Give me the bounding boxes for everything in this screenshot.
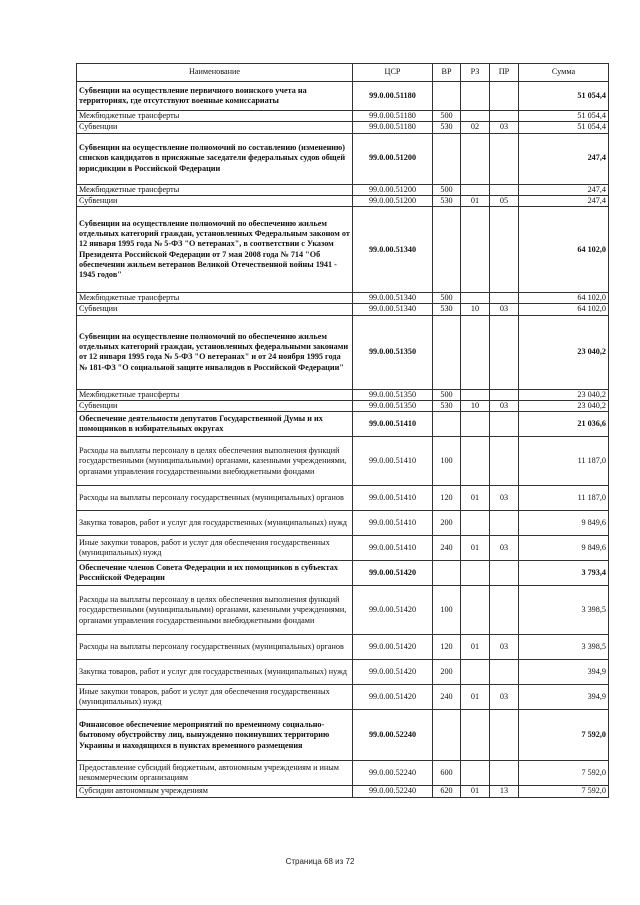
cell-csr: 99.0.00.51420: [353, 635, 433, 660]
cell-sum: 9 849,6: [519, 511, 609, 536]
header-vr: ВР: [433, 64, 461, 82]
cell-name: Иные закупки товаров, работ и услуг для обеспечения государственных (муниципальных) нужд: [77, 536, 353, 561]
cell-pr: [490, 511, 519, 536]
cell-csr: 99.0.00.51340: [353, 304, 433, 315]
cell-sum: 247,4: [519, 184, 609, 195]
cell-name: Межбюджетные трансферты: [77, 389, 353, 400]
cell-pr: [490, 437, 519, 486]
cell-vr: 500: [433, 111, 461, 122]
cell-rz: [461, 412, 490, 437]
table-row: [77, 685, 609, 710]
table-row: [77, 293, 609, 304]
cell-name: Закупка товаров, работ и услуг для государственных (муниципальных) нужд: [77, 660, 353, 685]
cell-rz: [461, 133, 490, 184]
table-row: [77, 761, 609, 786]
cell-csr: 99.0.00.51410: [353, 511, 433, 536]
cell-sum: 11 187,0: [519, 486, 609, 511]
cell-pr: [490, 111, 519, 122]
cell-pr: 03: [490, 304, 519, 315]
cell-csr: 99.0.00.52240: [353, 710, 433, 761]
cell-sum: 7 592,0: [519, 710, 609, 761]
cell-vr: 240: [433, 536, 461, 561]
cell-name: Межбюджетные трансферты: [77, 184, 353, 195]
cell-pr: 03: [490, 401, 519, 412]
cell-rz: 01: [461, 786, 490, 797]
cell-csr: 99.0.00.52240: [353, 761, 433, 786]
header-pr: ПР: [490, 64, 519, 82]
cell-rz: [461, 293, 490, 304]
cell-name: Расходы на выплаты персоналу в целях обеспечения выполнения функций государственными (муниципальными) органами, казенными учреждениями, органами управления государственными внебюджетными фондами: [77, 586, 353, 635]
cell-sum: 23 040,2: [519, 389, 609, 400]
cell-sum: 11 187,0: [519, 437, 609, 486]
cell-name: Субвенции на осуществление полномочий по обеспечению жильем отдельных категорий граждан, установленных федеральными законами от 12 января 1995 года № 5-ФЗ "О ветеранах" и от 24 ноября 1995 года № 181-ФЗ "О социальной защите инвалидов в Российской Федерации": [77, 315, 353, 389]
cell-csr: 99.0.00.51180: [353, 111, 433, 122]
cell-vr: [433, 315, 461, 389]
cell-rz: [461, 660, 490, 685]
table-row: [77, 536, 609, 561]
table-row-section: [77, 315, 609, 389]
header-rz: РЗ: [461, 64, 490, 82]
cell-sum: 3 793,4: [519, 561, 609, 586]
cell-rz: 10: [461, 401, 490, 412]
table-row-section: [77, 561, 609, 586]
cell-rz: 01: [461, 685, 490, 710]
cell-vr: 600: [433, 761, 461, 786]
table-row: [77, 122, 609, 133]
table-body: [77, 82, 609, 798]
cell-pr: 05: [490, 195, 519, 206]
cell-name: Субсидии автономным учреждениям: [77, 786, 353, 797]
cell-csr: 99.0.00.51410: [353, 486, 433, 511]
cell-sum: 23 040,2: [519, 315, 609, 389]
cell-rz: [461, 511, 490, 536]
cell-rz: [461, 710, 490, 761]
cell-csr: 99.0.00.51420: [353, 685, 433, 710]
cell-pr: [490, 586, 519, 635]
cell-csr: 99.0.00.52240: [353, 786, 433, 797]
table-row: [77, 586, 609, 635]
cell-sum: 247,4: [519, 133, 609, 184]
cell-name: Обеспечение членов Совета Федерации и их помощников в субъектах Российской Федерации: [77, 561, 353, 586]
cell-pr: 03: [490, 536, 519, 561]
table-row: [77, 437, 609, 486]
cell-vr: 530: [433, 401, 461, 412]
cell-name: Расходы на выплаты персоналу государственных (муниципальных) органов: [77, 635, 353, 660]
cell-csr: 99.0.00.51200: [353, 184, 433, 195]
cell-rz: 10: [461, 304, 490, 315]
cell-sum: 247,4: [519, 195, 609, 206]
header-csr: ЦСР: [353, 64, 433, 82]
cell-sum: 21 036,6: [519, 412, 609, 437]
cell-csr: 99.0.00.51180: [353, 122, 433, 133]
table-row: [77, 786, 609, 797]
cell-vr: 500: [433, 293, 461, 304]
page-footer: [0, 857, 640, 866]
cell-vr: 530: [433, 304, 461, 315]
cell-vr: 620: [433, 786, 461, 797]
cell-vr: 100: [433, 437, 461, 486]
cell-sum: 394,9: [519, 685, 609, 710]
cell-name: Расходы на выплаты персоналу государственных (муниципальных) органов: [77, 486, 353, 511]
cell-vr: 530: [433, 122, 461, 133]
cell-pr: [490, 315, 519, 389]
cell-name: Субвенции: [77, 122, 353, 133]
table-row: [77, 635, 609, 660]
table-row-section: [77, 710, 609, 761]
cell-pr: [490, 761, 519, 786]
cell-name: Предоставление субсидий бюджетным, автономным учреждениям и иным некоммерческим организациям: [77, 761, 353, 786]
cell-vr: 500: [433, 389, 461, 400]
cell-vr: 240: [433, 685, 461, 710]
cell-name: Субвенции: [77, 401, 353, 412]
cell-name: Субвенции на осуществление полномочий по обеспечению жильем отдельных категорий граждан, установленных Федеральным законом от 12 января 1995 года № 5-ФЗ "О ветеранах", в соответствии с Указом Президента Российской Федерации от 7 мая 2008 года № 714 "Об обеспечении жильем ветеранов Великой Отечественной войны 1941 - 1945 годов": [77, 207, 353, 293]
cell-csr: 99.0.00.51420: [353, 561, 433, 586]
cell-rz: [461, 561, 490, 586]
cell-rz: 01: [461, 635, 490, 660]
cell-csr: 99.0.00.51410: [353, 536, 433, 561]
cell-csr: 99.0.00.51340: [353, 207, 433, 293]
cell-vr: [433, 82, 461, 111]
cell-csr: 99.0.00.51340: [353, 293, 433, 304]
cell-pr: [490, 133, 519, 184]
cell-rz: [461, 315, 490, 389]
cell-rz: 01: [461, 195, 490, 206]
table-row: [77, 389, 609, 400]
cell-pr: [490, 293, 519, 304]
table-row: [77, 195, 609, 206]
cell-csr: 99.0.00.51410: [353, 412, 433, 437]
cell-csr: 99.0.00.51350: [353, 389, 433, 400]
cell-vr: 100: [433, 586, 461, 635]
cell-sum: 64 102,0: [519, 207, 609, 293]
table-row: [77, 184, 609, 195]
cell-pr: [490, 710, 519, 761]
cell-rz: [461, 389, 490, 400]
cell-vr: 120: [433, 635, 461, 660]
cell-vr: 200: [433, 660, 461, 685]
page-number: Страница 68 из 72: [285, 857, 355, 866]
cell-csr: 99.0.00.51180: [353, 82, 433, 111]
cell-rz: 01: [461, 486, 490, 511]
cell-csr: 99.0.00.51420: [353, 586, 433, 635]
cell-rz: [461, 761, 490, 786]
cell-pr: [490, 184, 519, 195]
cell-name: Обеспечение деятельности депутатов Государственной Думы и их помощников в избирательных округах: [77, 412, 353, 437]
table-row: [77, 511, 609, 536]
cell-name: Субвенции: [77, 195, 353, 206]
cell-vr: [433, 561, 461, 586]
table-row-section: [77, 82, 609, 111]
table-header-row: [77, 64, 609, 82]
cell-csr: 99.0.00.51350: [353, 401, 433, 412]
header-sum: Сумма: [519, 64, 609, 82]
table-row: [77, 486, 609, 511]
cell-pr: 03: [490, 635, 519, 660]
cell-sum: 7 592,0: [519, 761, 609, 786]
table-row: [77, 304, 609, 315]
cell-name: Расходы на выплаты персоналу в целях обеспечения выполнения функций государственными (муниципальными) органами, казенными учреждениями, органами управления государственными внебюджетными фондами: [77, 437, 353, 486]
budget-table: [76, 63, 609, 798]
cell-rz: [461, 82, 490, 111]
cell-pr: 13: [490, 786, 519, 797]
cell-vr: [433, 133, 461, 184]
cell-name: Межбюджетные трансферты: [77, 111, 353, 122]
cell-csr: 99.0.00.51200: [353, 195, 433, 206]
cell-vr: [433, 710, 461, 761]
cell-sum: 51 054,4: [519, 111, 609, 122]
table-row: [77, 111, 609, 122]
cell-pr: [490, 207, 519, 293]
cell-rz: [461, 586, 490, 635]
cell-csr: 99.0.00.51200: [353, 133, 433, 184]
cell-sum: 3 398,5: [519, 635, 609, 660]
cell-sum: 9 849,6: [519, 536, 609, 561]
cell-sum: 64 102,0: [519, 304, 609, 315]
cell-sum: 51 054,4: [519, 82, 609, 111]
cell-name: Межбюджетные трансферты: [77, 293, 353, 304]
cell-vr: [433, 207, 461, 293]
cell-rz: [461, 437, 490, 486]
cell-pr: 03: [490, 685, 519, 710]
table-row: [77, 401, 609, 412]
cell-vr: 120: [433, 486, 461, 511]
table-row: [77, 660, 609, 685]
cell-pr: [490, 389, 519, 400]
cell-vr: [433, 412, 461, 437]
cell-csr: 99.0.00.51410: [353, 437, 433, 486]
cell-sum: 394,9: [519, 660, 609, 685]
table-row-section: [77, 133, 609, 184]
cell-rz: [461, 111, 490, 122]
cell-name: Субвенции на осуществление полномочий по составлению (изменению) списков кандидатов в присяжные заседатели федеральных судов общей юрисдикции в Российской Федерации: [77, 133, 353, 184]
cell-name: Субвенции: [77, 304, 353, 315]
cell-pr: [490, 82, 519, 111]
cell-name: Иные закупки товаров, работ и услуг для обеспечения государственных (муниципальных) нужд: [77, 685, 353, 710]
cell-pr: 03: [490, 122, 519, 133]
cell-rz: [461, 207, 490, 293]
cell-rz: 01: [461, 536, 490, 561]
cell-pr: [490, 412, 519, 437]
cell-rz: [461, 184, 490, 195]
budget-sheet: [76, 63, 608, 798]
cell-name: Финансовое обеспечение мероприятий по временному социально-бытовому обустройству лиц, вынужденно покинувших территорию Украины и находящихся в пунктах временного размещения: [77, 710, 353, 761]
cell-pr: [490, 561, 519, 586]
cell-vr: 530: [433, 195, 461, 206]
cell-name: Субвенции на осуществление первичного воинского учета на территориях, где отсутствуют военные комиссариаты: [77, 82, 353, 111]
table-row-section: [77, 207, 609, 293]
table-row-section: [77, 412, 609, 437]
cell-csr: 99.0.00.51350: [353, 315, 433, 389]
cell-name: Закупка товаров, работ и услуг для государственных (муниципальных) нужд: [77, 511, 353, 536]
cell-csr: 99.0.00.51420: [353, 660, 433, 685]
cell-pr: [490, 660, 519, 685]
header-name: Наименование: [77, 64, 353, 82]
cell-sum: 51 054,4: [519, 122, 609, 133]
cell-sum: 7 592,0: [519, 786, 609, 797]
cell-sum: 64 102,0: [519, 293, 609, 304]
cell-vr: 200: [433, 511, 461, 536]
cell-sum: 3 398,5: [519, 586, 609, 635]
cell-sum: 23 040,2: [519, 401, 609, 412]
cell-rz: 02: [461, 122, 490, 133]
cell-pr: 03: [490, 486, 519, 511]
cell-vr: 500: [433, 184, 461, 195]
